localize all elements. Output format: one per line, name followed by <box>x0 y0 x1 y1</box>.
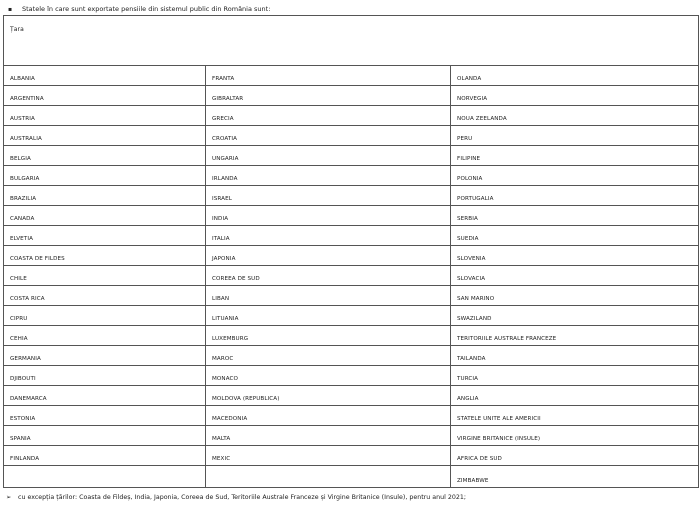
country-cell: VIRGINE BRITANICE (INSULE) <box>451 426 699 446</box>
country-cell: SLOVACIA <box>451 266 699 286</box>
exception-note <box>6 494 466 501</box>
country-cell: BRAZILIA <box>4 186 206 206</box>
country-cell: MACEDONIA <box>206 406 451 426</box>
table-row <box>4 186 699 206</box>
country-cell: ARGENTINA <box>4 86 206 106</box>
table-header-cell: Țara <box>4 16 699 66</box>
table-row <box>4 286 699 306</box>
country-cell: NOUA ZEELANDA <box>451 106 699 126</box>
table-row <box>4 466 699 488</box>
country-cell: ZIMBABWE <box>451 466 699 488</box>
country-cell: TURCIA <box>451 366 699 386</box>
country-cell: BULGARIA <box>4 166 206 186</box>
country-cell: NORVEGIA <box>451 86 699 106</box>
country-cell: AUSTRALIA <box>4 126 206 146</box>
country-cell: FRANTA <box>206 66 451 86</box>
note-text: cu excepția țărilor: Coasta de Fildeș, India, Japonia, Coreea de Sud, Teritoriile Australe Franceze și Virgine Britanice (Insule), pentru anul 2021; <box>18 494 466 501</box>
country-cell: PERU <box>451 126 699 146</box>
country-cell: ALBANIA <box>4 66 206 86</box>
table-row <box>4 386 699 406</box>
country-cell: CHILE <box>4 266 206 286</box>
country-cell: MOLDOVA (REPUBLICA) <box>206 386 451 406</box>
table-row <box>4 226 699 246</box>
intro-text: Statele în care sunt exportate pensiile din sistemul public din România sunt: <box>22 5 271 13</box>
country-cell: SAN MARINO <box>451 286 699 306</box>
country-cell: SWAZILAND <box>451 306 699 326</box>
country-cell: DJIBOUTI <box>4 366 206 386</box>
country-cell: LIBAN <box>206 286 451 306</box>
country-cell: ESTONIA <box>4 406 206 426</box>
country-cell: CEHIA <box>4 326 206 346</box>
table-row <box>4 166 699 186</box>
table-row <box>4 106 699 126</box>
table-row <box>4 426 699 446</box>
country-cell: TERITORIILE AUSTRALE FRANCEZE <box>451 326 699 346</box>
country-cell: IRLANDA <box>206 166 451 186</box>
countries-table <box>3 15 699 488</box>
country-cell: GIBRALTAR <box>206 86 451 106</box>
country-cell: POLONIA <box>451 166 699 186</box>
country-cell: GRECIA <box>206 106 451 126</box>
country-cell: CIPRU <box>4 306 206 326</box>
table-row <box>4 246 699 266</box>
country-cell: ELVETIA <box>4 226 206 246</box>
country-cell: COREEA DE SUD <box>206 266 451 286</box>
country-cell: COASTA DE FILDES <box>4 246 206 266</box>
country-cell: SPANIA <box>4 426 206 446</box>
country-cell: AFRICA DE SUD <box>451 446 699 466</box>
country-cell: INDIA <box>206 206 451 226</box>
country-cell: ANGLIA <box>451 386 699 406</box>
country-cell: GERMANIA <box>4 346 206 366</box>
country-cell: SERBIA <box>451 206 699 226</box>
country-cell: MALTA <box>206 426 451 446</box>
country-cell: FILIPINE <box>451 146 699 166</box>
country-cell: MONACO <box>206 366 451 386</box>
table-row <box>4 406 699 426</box>
table-row <box>4 126 699 146</box>
country-cell <box>4 466 206 488</box>
country-cell: COSTA RICA <box>4 286 206 306</box>
table-row <box>4 146 699 166</box>
country-cell: OLANDA <box>451 66 699 86</box>
country-cell: BELGIA <box>4 146 206 166</box>
table-row <box>4 366 699 386</box>
country-cell: SLOVENIA <box>451 246 699 266</box>
country-cell: DANEMARCA <box>4 386 206 406</box>
table-row <box>4 86 699 106</box>
table-row <box>4 446 699 466</box>
country-cell: MEXIC <box>206 446 451 466</box>
country-cell: JAPONIA <box>206 246 451 266</box>
country-cell: ISRAEL <box>206 186 451 206</box>
country-cell: STATELE UNITE ALE AMERICII <box>451 406 699 426</box>
table-row <box>4 306 699 326</box>
arrow-bullet-icon: ➢ <box>6 494 12 501</box>
country-cell: LUXEMBURG <box>206 326 451 346</box>
country-cell: AUSTRIA <box>4 106 206 126</box>
country-cell: LITUANIA <box>206 306 451 326</box>
country-cell: SUEDIA <box>451 226 699 246</box>
table-header-row <box>4 16 699 66</box>
country-cell: TAILANDA <box>451 346 699 366</box>
country-cell <box>206 466 451 488</box>
table-row <box>4 206 699 226</box>
table-row <box>4 66 699 86</box>
country-cell: CROATIA <box>206 126 451 146</box>
table-row <box>4 266 699 286</box>
country-cell: ITALIA <box>206 226 451 246</box>
country-cell: UNGARIA <box>206 146 451 166</box>
country-cell: CANADA <box>4 206 206 226</box>
table-row <box>4 346 699 366</box>
bullet-icon: ▪ <box>8 6 13 13</box>
table-row <box>4 326 699 346</box>
country-cell: PORTUGALIA <box>451 186 699 206</box>
intro-line <box>8 5 270 13</box>
country-cell: FINLANDA <box>4 446 206 466</box>
country-cell: MAROC <box>206 346 451 366</box>
